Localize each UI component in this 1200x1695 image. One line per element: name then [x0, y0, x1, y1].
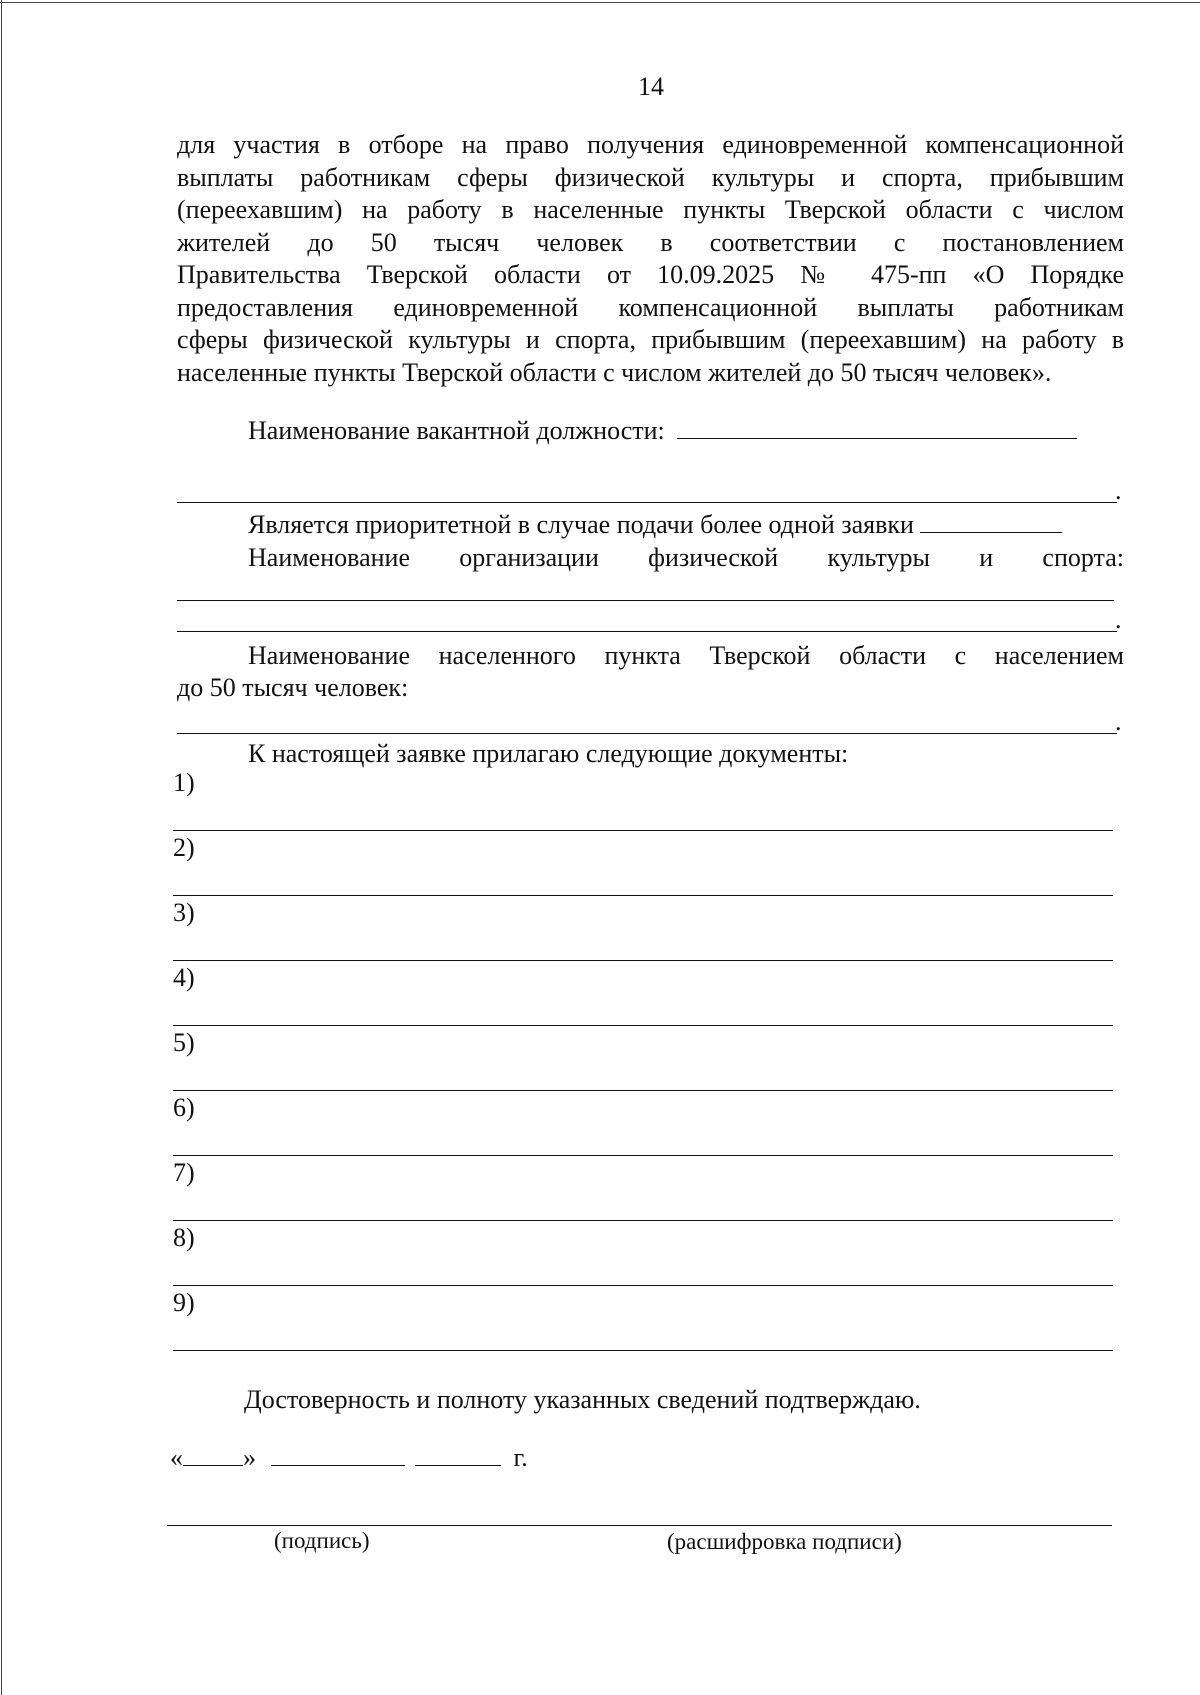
signature-caption: (подпись) [274, 1528, 370, 1553]
attachment-item [173, 831, 1113, 896]
vacancy-label: Наименование вакантной должности: [248, 416, 665, 445]
organization-input-line[interactable] [177, 600, 1114, 601]
intro-line: для участия в отборе на право получения единовременной компенсационной [177, 130, 1124, 159]
date-close-quote: » [243, 1443, 256, 1472]
settlement-row [248, 640, 1124, 673]
scan-edge-left [1, 0, 2, 1695]
settlement-period: . [1115, 707, 1122, 736]
signature-line[interactable] [167, 1525, 1112, 1526]
attachment-item [173, 1286, 1113, 1351]
vacancy-row [248, 416, 1077, 446]
attachment-item [173, 766, 1113, 831]
intro-line: жителей до 50 тысяч человек в соответствии с постановлением [177, 227, 1124, 257]
intro-line: выплаты работникам сферы физической культуры и спорта, прибывшим [177, 162, 1124, 192]
organization-label: Наименование организации физической культуры и спорта: [248, 543, 1124, 572]
attachment-number: 2) [173, 833, 195, 862]
confirmation-text: Достоверность и полноту указанных сведений подтверждаю. [244, 1385, 921, 1414]
attachments-heading: К настоящей заявке прилагаю следующие документы: [248, 739, 849, 768]
intro-line: (переехавшим) на работу в населенные пункты Тверской области с числом [177, 195, 1124, 224]
settlement-label-line1: Наименование населенного пункта Тверской области с населением [248, 641, 1124, 670]
attachment-number: 8) [173, 1223, 195, 1252]
attachment-item [173, 1221, 1113, 1286]
vacancy-period: . [1115, 476, 1122, 505]
vacancy-input-line[interactable] [677, 416, 1077, 439]
year-input-line[interactable] [415, 1443, 501, 1466]
attachment-item [173, 896, 1113, 961]
month-input-line[interactable] [271, 1443, 405, 1466]
day-input-line[interactable] [183, 1443, 243, 1466]
attachment-item [173, 1091, 1113, 1156]
intro-line: Правительства Тверской области от 10.09.2025 № 475-пп «О Порядке [177, 260, 1124, 289]
year-suffix: г. [513, 1443, 528, 1472]
attachment-number: 9) [173, 1288, 195, 1317]
settlement-input-line[interactable] [177, 733, 1117, 734]
attachment-number: 3) [173, 898, 195, 927]
vacancy-continuation-line[interactable] [177, 502, 1117, 503]
page-number: 14 [638, 72, 664, 101]
intro-paragraph [177, 129, 1124, 389]
attachment-item [173, 1026, 1113, 1091]
attachment-item [173, 961, 1113, 1026]
priority-input-line[interactable] [920, 510, 1062, 533]
priority-label: Является приоритетной в случае подачи более одной заявки [248, 510, 914, 539]
date-open-quote: « [170, 1443, 183, 1472]
attachment-number: 6) [173, 1093, 195, 1122]
settlement-row-2 [177, 672, 1124, 705]
organization-row [248, 542, 1124, 575]
priority-row [248, 510, 1062, 540]
scan-edge-top [0, 2, 1200, 3]
date-row [170, 1443, 528, 1473]
intro-line: населенные пункты Тверской области с числом жителей до 50 тысяч человек». [177, 357, 1052, 387]
settlement-label-line2: до 50 тысяч человек: [177, 673, 409, 702]
attachment-item [173, 1156, 1113, 1221]
intro-line: сферы физической культуры и спорта, прибывшим (переехавшим) на работу в [177, 325, 1124, 354]
attachment-number: 4) [173, 963, 195, 992]
attachment-input-line[interactable] [173, 1350, 1113, 1351]
attachment-number: 5) [173, 1028, 195, 1057]
signature-decode-caption: (расшифровка подписи) [667, 1529, 902, 1554]
attachments-list [173, 766, 1113, 1351]
attachment-number: 1) [173, 768, 195, 797]
organization-period: . [1115, 605, 1122, 634]
organization-input-line-2[interactable] [177, 631, 1117, 632]
intro-line: предоставления единовременной компенсационной выплаты работникам [177, 292, 1124, 322]
attachment-number: 7) [173, 1158, 195, 1187]
